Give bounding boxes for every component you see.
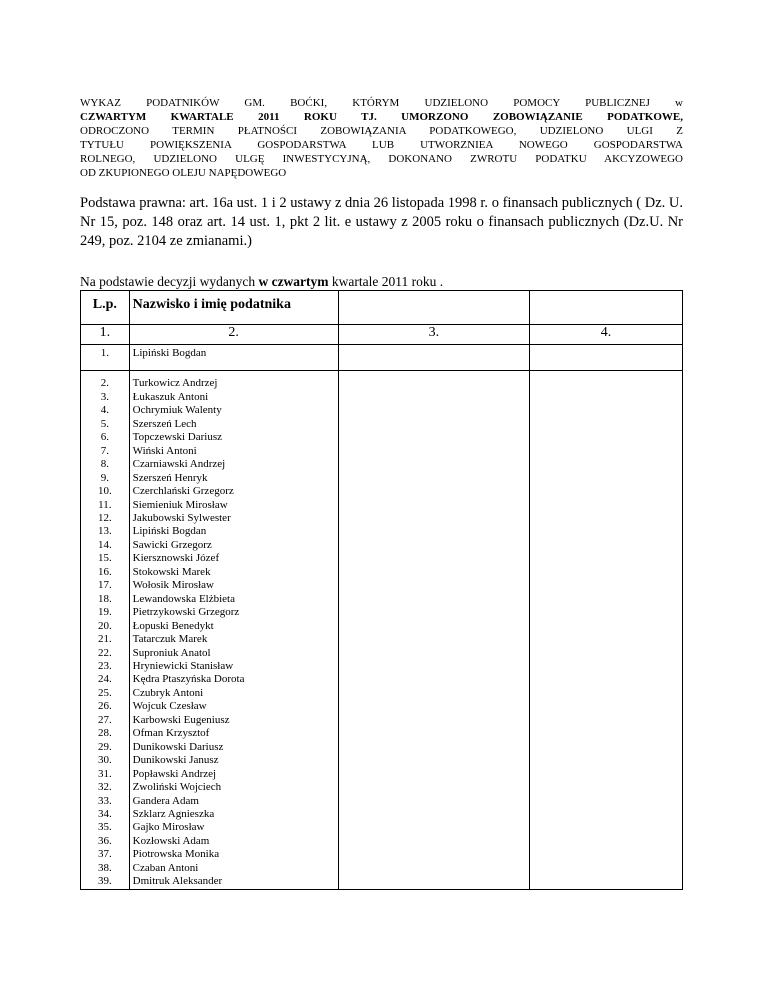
row-lp: 15. bbox=[97, 552, 112, 565]
row-name: Jakubowski Sylwester bbox=[132, 511, 231, 524]
header-lp: L.p. bbox=[81, 291, 130, 325]
row-lp: 30. bbox=[97, 754, 112, 767]
table-body bbox=[81, 345, 683, 890]
row-lp: 11. bbox=[98, 498, 112, 511]
row-lp: 9. bbox=[100, 471, 109, 484]
title-line-6: OD ZKUPIONEGO OLEJU NAPĘDOWEGO bbox=[80, 167, 287, 179]
document-title bbox=[80, 96, 683, 180]
row-lp: 14. bbox=[97, 538, 112, 551]
row-lp: 7. bbox=[100, 444, 109, 457]
row-lp-list bbox=[81, 371, 130, 889]
row-lp: 1. bbox=[81, 345, 130, 371]
row-name: Kozłowski Adam bbox=[132, 834, 210, 847]
row-name: Tatarczuk Marek bbox=[132, 633, 208, 646]
row-lp: 16. bbox=[97, 565, 112, 578]
row-name: Czaban Antoni bbox=[132, 861, 199, 874]
decision-bold: w czwartym bbox=[258, 274, 329, 289]
row-name: Łopuski Benedykt bbox=[132, 619, 214, 632]
row-lp: 25. bbox=[97, 686, 112, 699]
row-name: Wołosik Mirosław bbox=[132, 579, 214, 592]
title-line-3: ODROCZONO TERMIN PŁATNOŚCI ZOBOWIĄZANIA PODATKOWEGO, UDZIELONO ULGI Z bbox=[80, 125, 683, 137]
row-name: Szerszeń Henryk bbox=[132, 471, 208, 484]
row-col4 bbox=[530, 345, 683, 371]
row-name: Sawicki Grzegorz bbox=[132, 538, 212, 551]
row-lp: 34. bbox=[97, 807, 112, 820]
row-name: Dunikowski Janusz bbox=[132, 754, 219, 767]
row-lp: 26. bbox=[97, 700, 112, 713]
row-lp: 24. bbox=[97, 673, 112, 686]
row-lp: 6. bbox=[100, 431, 109, 444]
row-lp: 33. bbox=[97, 794, 112, 807]
row-name-list bbox=[129, 371, 338, 889]
row-name: Dmitruk Aleksander bbox=[132, 875, 223, 888]
row-col3 bbox=[338, 371, 529, 889]
row-lp: 2. bbox=[100, 377, 109, 390]
row-name: Ochrymiuk Walenty bbox=[132, 404, 222, 417]
header-col3 bbox=[338, 291, 529, 325]
row-name: Czarniawski Andrzej bbox=[132, 458, 226, 471]
row-name: Ofman Krzysztof bbox=[132, 727, 210, 740]
row-name: Kiersznowski Józef bbox=[132, 552, 220, 565]
colnum-1: 1. bbox=[81, 325, 130, 345]
row-name: Topczewski Dariusz bbox=[132, 431, 222, 444]
row-lp: 4. bbox=[100, 404, 109, 417]
row-lp: 13. bbox=[97, 525, 112, 538]
row-name: Lipiński Bogdan bbox=[129, 345, 338, 371]
row-lp: 8. bbox=[100, 458, 109, 471]
row-name: Kędra Ptaszyńska Dorota bbox=[132, 673, 245, 686]
row-name: Popławski Andrzej bbox=[132, 767, 217, 780]
row-name: Hryniewicki Stanisław bbox=[132, 659, 234, 672]
lp-list bbox=[81, 377, 129, 888]
row-lp: 39. bbox=[97, 875, 112, 888]
title-line-4: TYTUŁU POWIĘKSZENIA GOSPODARSTWA LUB UTWORZNIEA NOWEGO GOSPODARSTWA bbox=[80, 139, 683, 151]
title-line-2: CZWARTYM KWARTALE 2011 ROKU TJ. UMORZONO ZOBOWIĄZANIE PODATKOWE, bbox=[80, 111, 683, 123]
row-name: Pietrzykowski Grzegorz bbox=[132, 606, 240, 619]
row-name: Stokowski Marek bbox=[132, 565, 211, 578]
colnum-3: 3. bbox=[338, 325, 529, 345]
row-lp: 21. bbox=[97, 633, 112, 646]
row-name: Szerszeń Lech bbox=[132, 417, 197, 430]
name-list bbox=[133, 377, 338, 888]
row-lp: 37. bbox=[97, 848, 112, 861]
row-lp: 12. bbox=[97, 511, 112, 524]
row-name: Gajko Mirosław bbox=[132, 821, 205, 834]
colnum-4: 4. bbox=[530, 325, 683, 345]
row-lp: 19. bbox=[97, 606, 112, 619]
decision-suffix: kwartale 2011 roku . bbox=[328, 274, 444, 289]
table-row bbox=[81, 371, 683, 889]
row-name: Lipiński Bogdan bbox=[132, 525, 207, 538]
row-lp: 35. bbox=[97, 821, 112, 834]
row-lp: 32. bbox=[97, 781, 112, 794]
row-name: Turkowicz Andrzej bbox=[132, 377, 218, 390]
row-lp: 31. bbox=[97, 767, 112, 780]
row-name: Karbowski Eugeniusz bbox=[132, 713, 230, 726]
colnum-2: 2. bbox=[129, 325, 338, 345]
column-number-row bbox=[81, 325, 683, 345]
row-col3 bbox=[338, 345, 529, 371]
row-lp: 5. bbox=[100, 417, 109, 430]
row-name: Czubryk Antoni bbox=[132, 686, 204, 699]
row-name: Lewandowska Elżbieta bbox=[132, 592, 235, 605]
row-lp: 17. bbox=[97, 579, 112, 592]
row-lp: 38. bbox=[97, 861, 112, 874]
row-name: Czerchlański Grzegorz bbox=[132, 485, 234, 498]
legal-basis: Podstawa prawna: art. 16a ust. 1 i 2 ustawy z dnia 26 listopada 1998 r. o finansach publicznych ( Dz. U. Nr 15, poz. 148 oraz art. 14 ust. 1, pkt 2 lit. e ustawy z 2005 roku o finansach publicznych (Dz.U. Nr 249, poz. 2104 ze zmianami.) bbox=[80, 195, 683, 249]
header-col4 bbox=[530, 291, 683, 325]
row-col4 bbox=[530, 371, 683, 889]
row-lp: 36. bbox=[97, 834, 112, 847]
table-row bbox=[81, 345, 683, 371]
row-name: Suproniuk Anatol bbox=[132, 646, 211, 659]
row-lp: 3. bbox=[100, 390, 109, 403]
row-name: Wiński Antoni bbox=[132, 444, 197, 457]
row-lp: 23. bbox=[97, 659, 112, 672]
row-lp: 10. bbox=[97, 485, 112, 498]
title-line-1: WYKAZ PODATNIKÓW GM. BOĆKI, KTÓRYM UDZIELONO POMOCY PUBLICZNEJ w bbox=[80, 97, 683, 109]
row-name: Gandera Adam bbox=[132, 794, 199, 807]
decision-statement bbox=[80, 273, 683, 290]
row-lp: 22. bbox=[97, 646, 112, 659]
row-name: Szklarz Agnieszka bbox=[132, 807, 215, 820]
document-body bbox=[80, 96, 683, 304]
row-name: Dunikowski Dariusz bbox=[132, 740, 224, 753]
row-name: Siemieniuk Mirosław bbox=[132, 498, 228, 511]
row-lp: 18. bbox=[97, 592, 112, 605]
row-name: Wojcuk Czesław bbox=[132, 700, 207, 713]
taxpayer-table bbox=[80, 290, 683, 890]
row-name: Zwoliński Wojciech bbox=[132, 781, 222, 794]
row-lp: 20. bbox=[97, 619, 112, 632]
table-header-row bbox=[81, 291, 683, 325]
row-lp: 27. bbox=[97, 713, 112, 726]
row-lp: 28. bbox=[97, 727, 112, 740]
row-name: Piotrowska Monika bbox=[132, 848, 220, 861]
row-name: Łukaszuk Antoni bbox=[132, 390, 209, 403]
decision-prefix: Na podstawie decyzji wydanych bbox=[80, 274, 259, 289]
header-name: Nazwisko i imię podatnika bbox=[129, 291, 338, 325]
title-line-5: ROLNEGO, UDZIELONO ULGĘ INWESTYCYJNĄ, DOKONANO ZWROTU PODATKU AKCYZOWEGO bbox=[80, 153, 683, 165]
row-lp: 29. bbox=[97, 740, 112, 753]
